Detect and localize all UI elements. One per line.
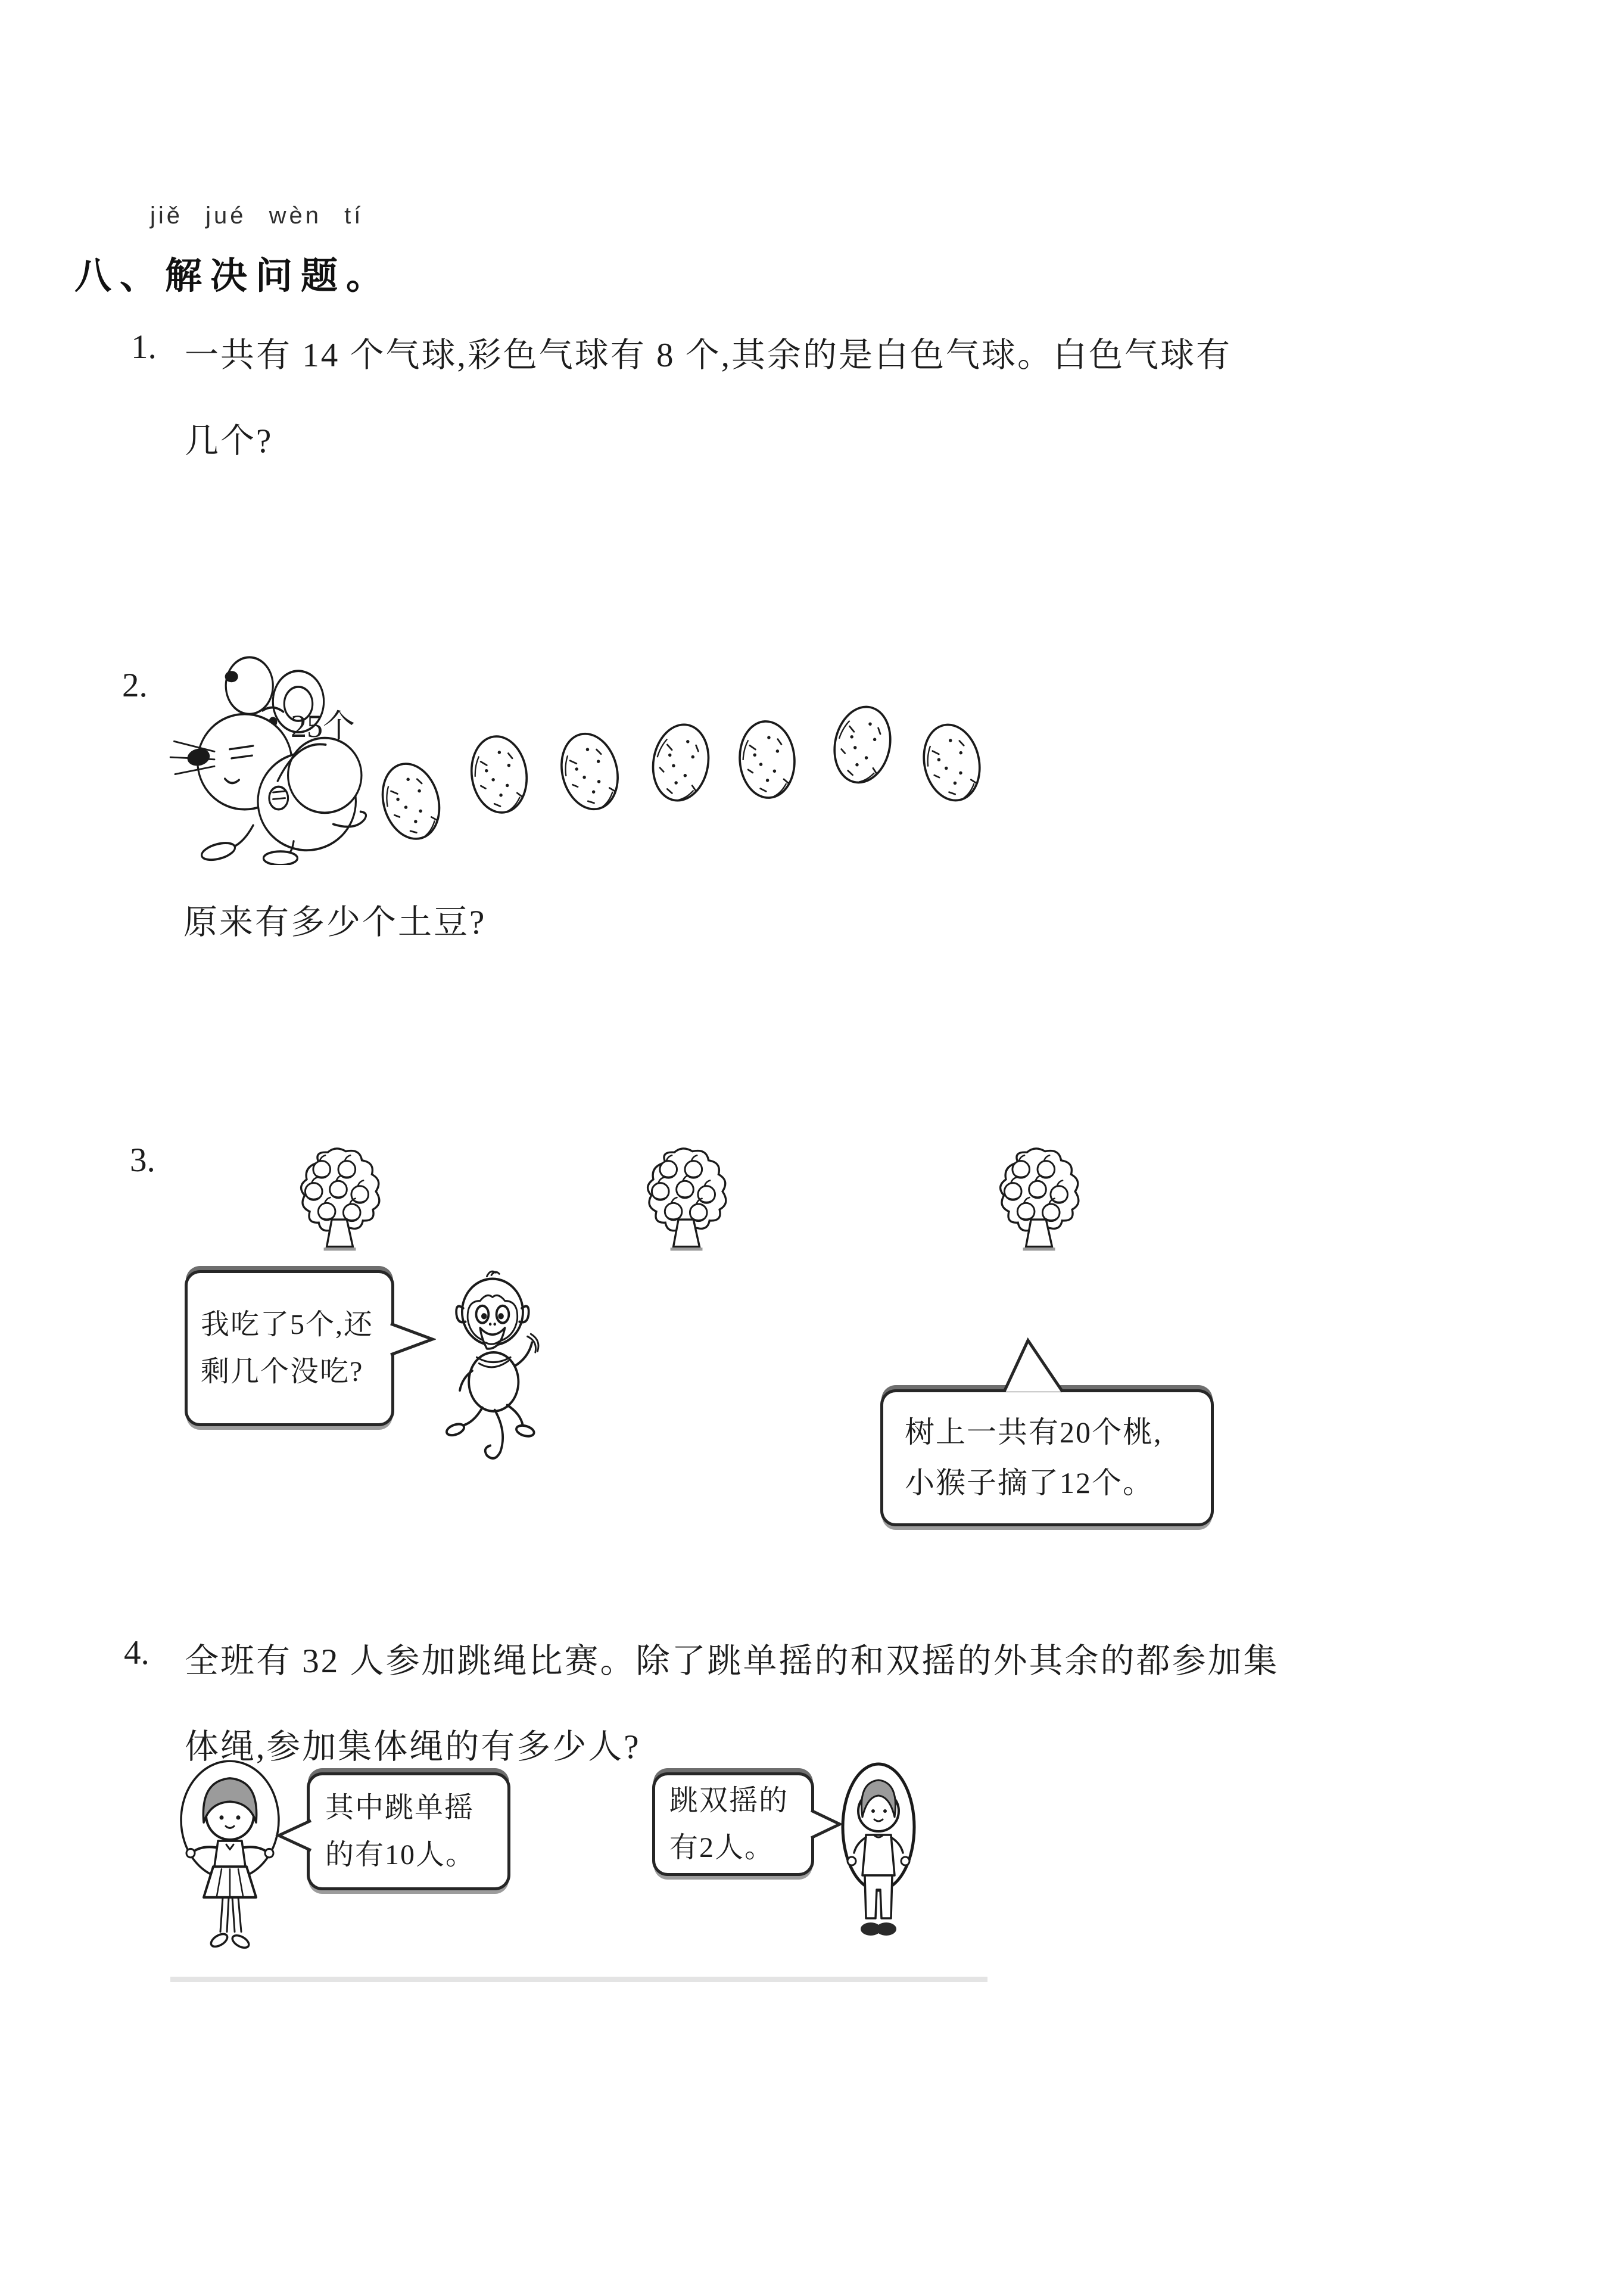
girl-bubble-line1: 其中跳单摇 [325,1791,475,1824]
girl-skipping-figure [179,1759,281,1961]
section-title: 八、解决问题。 [74,256,392,297]
potato-icon [460,726,538,823]
boy-bubble-line2: 有2人。 [669,1832,775,1863]
q2-question: 原来有多少个土豆? [183,904,487,941]
potato-icon [911,712,993,813]
tree-bubble-line2: 小猴子摘了12个。 [905,1466,1154,1499]
q4-number: 4. [124,1634,149,1672]
bubble-tail-right-icon [388,1321,436,1357]
boy-bubble-line1: 跳双摇的 [669,1784,789,1816]
q3-number: 3. [130,1141,155,1179]
potato-icon [367,749,454,854]
q2-number: 2. [122,667,148,704]
q1-text-line1: 一共有 14 个气球,彩色气球有 8 个,其余的是白色气球。白色气球有 [185,337,1232,374]
q1-text-line2: 几个? [185,422,273,460]
peach-tree-figure [291,1145,386,1253]
monkey-figure [440,1268,544,1476]
monkey-speech-bubble [185,1270,394,1426]
monkey-bubble-line1: 我吃了5个,还 [201,1308,374,1340]
tree-bubble-line1: 树上一共有20个桃, [905,1415,1163,1449]
girl-speech-bubble [307,1772,510,1890]
boy-skipping-figure [840,1759,917,1961]
peach-tree-figure [990,1145,1085,1253]
peach-tree-figure [637,1145,733,1253]
girl-bubble-line2: 的有10人。 [325,1839,476,1871]
potato-icon [641,713,721,813]
q1-number: 1. [131,328,157,366]
bubble-tail-left-icon [275,1818,313,1853]
potato-icon [821,694,904,795]
sack-count-label: 25个 [291,708,355,744]
q4-text-line1: 全班有 32 人参加跳绳比赛。除了跳单摇的和双摇的外其余的都参加集 [185,1642,1279,1680]
section-pinyin: jiě jué wèn tí [150,203,364,229]
illustration-baseline [170,1977,987,1982]
tree-speech-bubble [880,1389,1214,1526]
potato-icon [547,720,632,823]
monkey-bubble-line2: 剩几个没吃? [201,1356,364,1387]
mouse-figure [166,649,368,865]
boy-speech-bubble [652,1772,814,1876]
q4-text-line2: 体绳,参加集体绳的有多少人? [185,1728,641,1766]
potato-icon [731,713,803,806]
bubble-tail-right-icon [809,1808,843,1840]
bubble-tail-up-icon [1001,1337,1066,1394]
